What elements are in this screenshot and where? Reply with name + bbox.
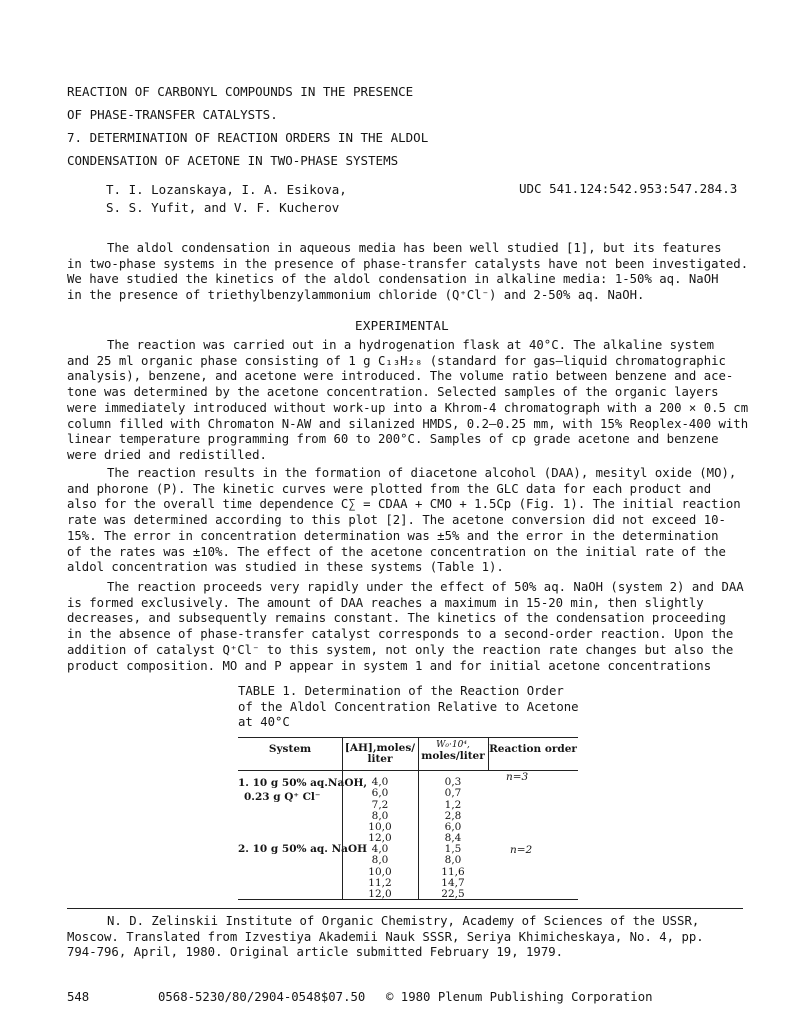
table-cell: 8,0 — [444, 854, 462, 867]
caption-line: TABLE 1. Determination of the Reaction Order — [238, 684, 564, 698]
text-line: were dried and redistilled. — [67, 447, 267, 462]
text-line: in two-phase systems in the presence of phase-transfer catalysts have not been investigated. — [67, 256, 749, 271]
title-line: 7. DETERMINATION OF REACTION ORDERS IN THE ALDOL — [67, 130, 429, 145]
table-cell: 0,3 — [444, 776, 462, 788]
system-line: 0.23 g Q⁺ Cl⁻ — [244, 791, 321, 803]
title-line: OF PHASE-TRANSFER CATALYSTS. — [67, 107, 278, 122]
system-line: 2. 10 g 50% aq. NaOH — [238, 843, 368, 855]
table-cell: 1,2 — [444, 798, 462, 811]
initial-rate-column — [418, 777, 488, 845]
table-cell: 2,8 — [444, 809, 462, 822]
table-cell: 4,0 — [371, 843, 389, 855]
table-cell: 7,2 — [371, 798, 389, 811]
text-line: 15%. The error in concentration determination was ±5% and the error in the determination — [67, 528, 719, 543]
reaction-order-value: n=3 — [506, 771, 529, 783]
text-line: product composition. MO and P appear in system 1 and for initial acetone concentrations — [67, 658, 712, 673]
header-line: [AH],moles/ — [344, 742, 416, 754]
copyright-notice: © 1980 Plenum Publishing Corporation — [386, 990, 653, 1004]
text-line: The reaction results in the formation of diacetone alcohol (DAA), mesityl oxide (MO), — [107, 466, 737, 480]
table-cell: 8,4 — [444, 832, 462, 845]
intro-paragraph — [67, 241, 749, 304]
text-line: in the absence of phase-transfer catalyst corresponds to a second-order reaction. Upon the — [67, 627, 734, 642]
title-line: CONDENSATION OF ACETONE IN TWO-PHASE SYSTEMS — [67, 153, 399, 168]
page-number: 548 — [67, 990, 90, 1004]
table-cell: 22,5 — [441, 888, 465, 901]
footnote-line: Moscow. Translated from Izvestiya Akademii Nauk SSSR, Seriya Khimicheskaya, No. 4, pp. — [67, 929, 704, 944]
text-line: and phorone (P). The kinetic curves were plotted from the GLC data for each product and — [67, 481, 712, 496]
acetone-conc-column — [342, 844, 418, 900]
table-cell: 8,0 — [371, 809, 389, 822]
header-initial-rate — [418, 740, 488, 762]
table-top-rule — [238, 737, 578, 738]
text-line: of the rates was ±10%. The effect of the acetone concentration on the initial rate of the — [67, 544, 726, 559]
author-line: T. I. Lozanskaya, I. A. Esikova, — [106, 182, 347, 197]
text-line: rate was determined according to this plot [2]. The acetone conversion did not exceed 10- — [67, 513, 726, 528]
table-cell: 12,0 — [368, 888, 392, 901]
table-cell: 1,5 — [444, 843, 462, 855]
article-code: 0568-5230/80/2904-0548$07.50 — [158, 990, 366, 1004]
text-line: and 25 ml organic phase consisting of 1 g C₁₃H₂₈ (standard for gas–liquid chromatographic — [67, 353, 726, 368]
text-line: is formed exclusively. The amount of DAA reaches a maximum in 15-20 min, then slightly — [67, 595, 704, 610]
text-line: were immediately introduced without work-up into a Khrom-4 chromatograph with a 200 × 0.5 cm — [67, 400, 749, 415]
text-line: analysis), benzene, and acetone were introduced. The volume ratio between benzene and ace- — [67, 369, 734, 384]
text-line: The reaction was carried out in a hydrogenation flask at 40°C. The alkaline system — [107, 338, 715, 352]
header-acetone-conc — [342, 743, 418, 765]
text-line: The aldol condensation in aqueous media has been well studied [1], but its features — [107, 241, 722, 255]
kinetics-paragraph — [67, 580, 743, 674]
text-line: addition of catalyst Q⁺Cl⁻ to this system, not only the reaction rate changes but also the — [67, 642, 734, 657]
text-line: The reaction proceeds very rapidly under the effect of 50% aq. NaOH (system 2) and DAA — [107, 580, 744, 594]
results-paragraph — [67, 466, 743, 576]
acetone-conc-column — [342, 777, 418, 845]
text-line: tone was determined by the acetone concentration. Selected samples of the organic layers — [67, 385, 719, 400]
text-line: linear temperature programming from 60 to 200°C. Samples of cp grade acetone and benzene — [67, 432, 719, 447]
text-line: also for the overall time dependence C∑ = CDAA + CMO + 1.5Cp (Fig. 1). The initial reaction — [67, 497, 741, 512]
table-cell: 6,0 — [371, 787, 389, 800]
text-line: We have studied the kinetics of the aldol condensation in alkaline media: 1-50% aq. NaOH — [67, 272, 719, 287]
table-cell: 8,0 — [371, 854, 389, 867]
table-cell: 11,6 — [441, 865, 465, 878]
header-line: liter — [367, 753, 393, 765]
header-system: System — [268, 743, 312, 755]
caption-line: of the Aldol Concentration Relative to Acetone — [238, 699, 579, 714]
table-cell: 4,0 — [371, 776, 389, 788]
text-line: in the presence of triethylbenzylammonium chloride (Q⁺Cl⁻) and 2-50% aq. NaOH. — [67, 288, 645, 303]
footnote-rule — [67, 908, 743, 909]
table-cell: 10,0 — [368, 821, 392, 834]
footnote — [67, 914, 704, 961]
footnote-line: 794-796, April, 1980. Original article submitted February 19, 1979. — [67, 945, 564, 959]
table-cell: 10,0 — [368, 865, 392, 878]
table-cell: 6,0 — [444, 821, 462, 834]
table-cell: 14,7 — [441, 876, 465, 889]
experimental-paragraph — [67, 338, 749, 464]
text-line: column filled with Chromaton N-AW and silanized HMDS, 0.2–0.25 mm, with 15% Reoplex-400 with — [67, 416, 749, 431]
table-caption — [238, 684, 579, 731]
author-line: S. S. Yufit, and V. F. Kucherov — [106, 200, 340, 215]
table-cell: 12,0 — [368, 832, 392, 845]
initial-rate-column — [418, 844, 488, 900]
footnote-line: N. D. Zelinskii Institute of Organic Chemistry, Academy of Sciences of the USSR, — [107, 914, 700, 928]
system-line: 1. 10 g 50% aq.NaOH, — [238, 777, 368, 789]
header-reaction-order: Reaction order — [489, 743, 577, 755]
table-cell: 0,7 — [444, 787, 462, 800]
caption-line: at 40°C — [238, 715, 290, 729]
table-cell: 11,2 — [368, 876, 392, 889]
text-line: aldol concentration was studied in these systems (Table 1). — [67, 560, 504, 575]
udc-code: UDC 541.124:542.953:547.284.3 — [519, 181, 738, 196]
text-line: decreases, and subsequently remains constant. The kinetics of the condensation proceeding — [67, 611, 726, 626]
title-line: REACTION OF CARBONYL COMPOUNDS IN THE PRESENCE — [67, 84, 414, 99]
header-line: moles/liter — [421, 750, 485, 762]
header-line: W₀·10⁴, — [436, 740, 470, 750]
reaction-order-value: n=2 — [510, 844, 533, 856]
section-heading: EXPERIMENTAL — [355, 318, 449, 333]
